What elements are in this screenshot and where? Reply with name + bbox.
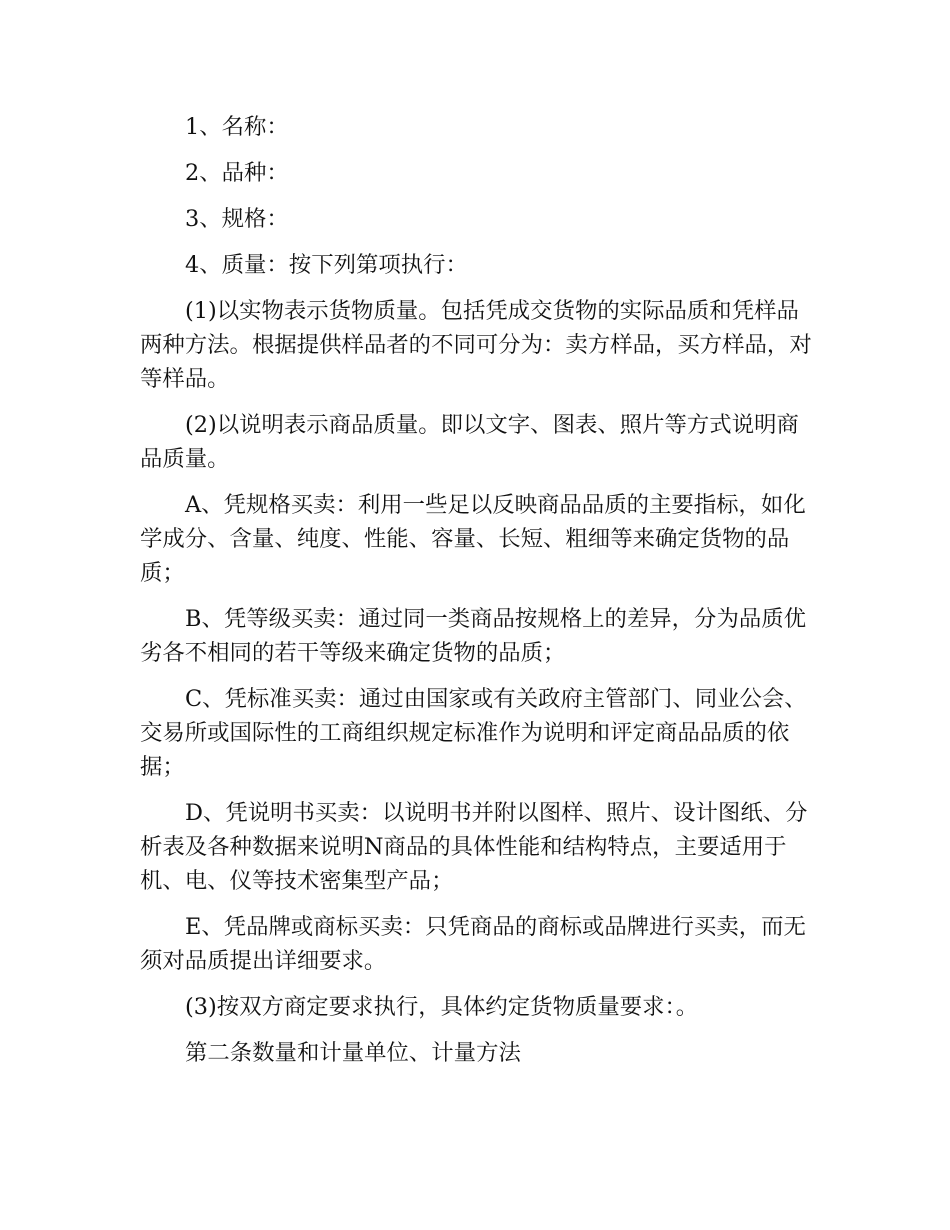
item-variety: 2、品种：	[185, 160, 289, 186]
sale-by-brand: E、凭品牌或商标买卖：只凭商品的商标或品牌进行买卖，而无须对品质提出详细要求。	[140, 914, 806, 974]
sale-by-standard: C、凭标准买卖：通过由国家或有关政府主管部门、同业公会、交易所或国际性的工商组织规定标准作为说明和评定商品品质的依据；	[140, 686, 807, 780]
sale-by-specification: A、凭规格买卖：利用一些足以反映商品品质的主要指标，如化学成分、含量、纯度、性能、容量、长短、粗细等来确定货物的品质；	[140, 492, 806, 586]
quality-by-description: (2)以说明表示商品质量。即以文字、图表、照片等方式说明商品质量。	[140, 412, 799, 472]
item-name: 1、名称：	[185, 114, 289, 140]
document-body	[140, 110, 812, 1082]
sale-by-manual: D、凭说明书买卖：以说明书并附以图样、照片、设计图纸、分析表及各种数据来说明N商品的具体性能和结构特点，主要适用于机、电、仪等技术密集型产品；	[140, 800, 808, 894]
article-two-heading: 第二条数量和计量单位、计量方法	[185, 1040, 521, 1066]
quality-by-agreement: (3)按双方商定要求执行，具体约定货物质量要求：。	[185, 994, 699, 1020]
quality-by-sample: (1)以实物表示货物质量。包括凭成交货物的实际品质和凭样品两种方法。根据提供样品者的不同可分为：卖方样品，买方样品，对等样品。	[140, 298, 812, 392]
item-specification: 3、规格：	[185, 206, 289, 232]
sale-by-grade: B、凭等级买卖：通过同一类商品按规格上的差异，分为品质优劣各不相同的若干等级来确定货物的品质；	[140, 606, 807, 666]
item-quality: 4、质量：按下列第项执行：	[185, 252, 468, 278]
